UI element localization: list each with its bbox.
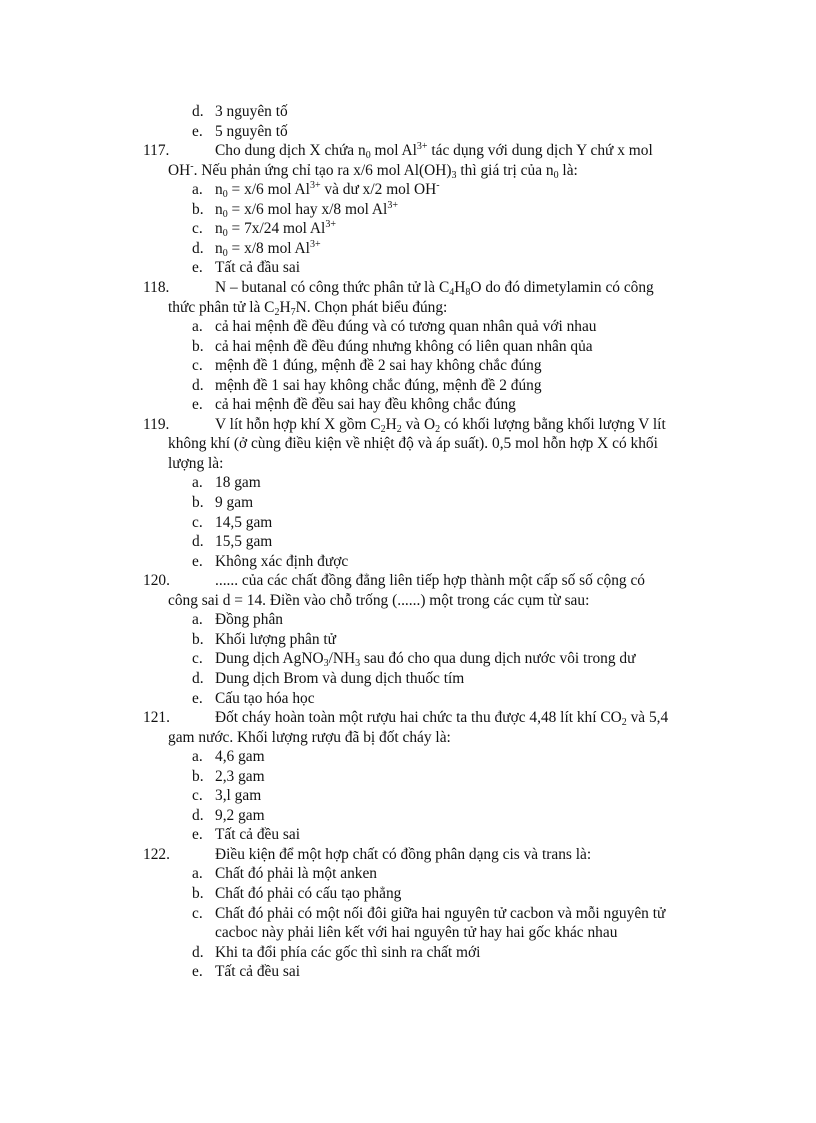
option-text: Chất đó phải là một anken xyxy=(215,865,377,883)
option-letter: e. xyxy=(192,552,203,570)
option-text: $n_0 = 7x/24$ mol $Al^{3+}$ xyxy=(215,219,336,240)
option-text: Tất cả đều sai xyxy=(215,826,301,844)
option-text: mệnh đề 1 đúng, mệnh đề 2 sai hay không chắc đúng xyxy=(215,357,542,375)
option-letter: e. xyxy=(192,826,203,844)
option-letter: d. xyxy=(192,239,204,257)
option-text: mệnh đề 1 sai hay không chắc đúng, mệnh đề 2 đúng xyxy=(215,376,542,394)
option-letter: e. xyxy=(192,396,203,414)
option-letter: d. xyxy=(192,376,204,394)
option-text: 3,l gam xyxy=(215,787,262,805)
option-text: 9,2 gam xyxy=(215,806,265,824)
option-text: 4,6 gam xyxy=(215,748,265,766)
option-letter: a. xyxy=(192,611,203,629)
option-letter: c. xyxy=(192,357,203,375)
option-text: cacboc này phải liên kết với hai nguyên tử hay hai gốc khác nhau xyxy=(215,924,618,942)
question-stem-text: thức phân tử là $C_2H_7N$. Chọn phát biểu đúng: xyxy=(168,298,448,318)
option-text: cả hai mệnh đề đều đúng và có tương quan nhân quả với nhau xyxy=(215,318,597,336)
option-text: 3 nguyên tố xyxy=(215,103,288,120)
option-letter: b. xyxy=(192,630,204,648)
option-letter: d. xyxy=(192,533,204,551)
option-letter: c. xyxy=(192,904,203,922)
option-letter: d. xyxy=(192,103,204,120)
option-letter: a. xyxy=(192,748,203,766)
question-stem-text: V lít hỗn hợp khí X gồm $C_2H_2$ và $O_2$ có khối lượng bằng khối lượng V lít xyxy=(215,415,666,435)
question-number: 118. xyxy=(143,278,170,296)
option-text: Tất cả đầu sai xyxy=(215,259,301,277)
question-number: 120. xyxy=(143,572,170,590)
question-number: 121. xyxy=(143,709,170,727)
option-text: Đồng phân xyxy=(215,611,283,629)
question-stem-text: Đốt cháy hoàn toàn một rượu hai chức ta thu được 4,48 lít khí $CO_2$ và 5,4 xyxy=(215,709,669,729)
option-letter: e. xyxy=(192,259,203,277)
question-number: 122. xyxy=(143,845,170,863)
option-letter: d. xyxy=(192,943,204,961)
question-stem-text: OH-. Nếu phản ứng chỉ tạo ra x/6 mol $Al(OH)_3$ thì giá trị của $n_0$ là: xyxy=(168,160,578,181)
option-text: $n_0 = x/6$ mol hay x/8 mol $Al^{3+}$ xyxy=(215,199,398,220)
option-text: 14,5 gam xyxy=(215,513,273,531)
option-text: Chất đó phải có một nối đôi giữa hai nguyên tử cacbon và mỗi nguyên tử xyxy=(215,904,666,922)
option-letter: b. xyxy=(192,767,204,785)
option-letter: b. xyxy=(192,200,204,218)
question-number: 119. xyxy=(143,415,170,433)
option-text: 5 nguyên tố xyxy=(215,122,288,140)
option-text: 9 gam xyxy=(215,494,254,511)
option-text: 18 gam xyxy=(215,474,261,492)
option-letter: c. xyxy=(192,650,203,668)
option-letter: d. xyxy=(192,806,204,824)
question-stem-text: lượng là: xyxy=(168,454,224,472)
question-stem-text: Cho dung dịch X chứa $n_0$ mol $Al^{3+}$ tác dụng với dung dịch Y chứ x mol xyxy=(215,141,653,162)
option-text: Tất cả đều sai xyxy=(215,963,301,981)
option-text: Dung dịch $AgNO_3/NH_3$ sau đó cho qua dung dịch nước vôi trong dư xyxy=(215,650,636,670)
option-letter: c. xyxy=(192,220,203,238)
option-text: Khối lượng phân tử xyxy=(215,630,337,648)
option-text: cả hai mệnh đề đều sai hay đều không chắc đúng xyxy=(215,396,516,414)
option-text: cả hai mệnh đề đều đúng nhưng không có liên quan nhân qủa xyxy=(215,337,593,355)
option-letter: b. xyxy=(192,885,204,902)
option-letter: d. xyxy=(192,669,204,687)
question-stem-text: Điều kiện để một hợp chất có đồng phân dạng cis và trans là: xyxy=(215,845,592,863)
option-text: Không xác định được xyxy=(215,552,349,570)
option-letter: a. xyxy=(192,865,203,883)
option-text: Cấu tạo hóa học xyxy=(215,689,315,707)
option-text: Chất đó phải có cấu tạo phẳng xyxy=(215,885,402,902)
option-letter: a. xyxy=(192,318,203,336)
option-letter: b. xyxy=(192,337,204,355)
option-letter: c. xyxy=(192,513,203,531)
question-stem-text: gam nước. Khối lượng rượu đã bị đốt cháy là: xyxy=(168,728,451,746)
question-stem-text: ...... của các chất đồng đẳng liên tiếp hợp thành một cấp số số cộng có xyxy=(215,572,645,590)
option-letter: e. xyxy=(192,963,203,981)
option-letter: b. xyxy=(192,494,204,511)
question-stem-text: không khí (ở cùng điều kiện về nhiệt độ và áp suất). 0,5 mol hỗn hợp X có khối xyxy=(168,435,658,453)
option-letter: a. xyxy=(192,181,203,199)
option-text: 2,3 gam xyxy=(215,767,265,785)
option-text: Dung dịch Brom và dung dịch thuốc tím xyxy=(215,669,465,687)
option-letter: e. xyxy=(192,689,203,707)
option-text: $n_0 = x/6$ mol $Al^{3+}$ và dư x/2 mol OH- xyxy=(215,180,440,201)
option-letter: a. xyxy=(192,474,203,492)
option-text: $n_0 = x/8$ mol $Al^{3+}$ xyxy=(215,238,321,259)
question-stem-text: công sai d = 14. Điền vào chỗ trống (......) một trong các cụm từ sau: xyxy=(168,591,590,609)
option-text: Khi ta đổi phía các gốc thì sinh ra chất mới xyxy=(215,943,481,961)
option-text: 15,5 gam xyxy=(215,533,273,551)
question-stem-text: N – butanal có công thức phân tử là $C_4H_8O$ do đó dimetylamin có công xyxy=(215,278,654,298)
option-letter: e. xyxy=(192,122,203,140)
question-number: 117. xyxy=(143,142,170,160)
option-letter: c. xyxy=(192,787,203,805)
